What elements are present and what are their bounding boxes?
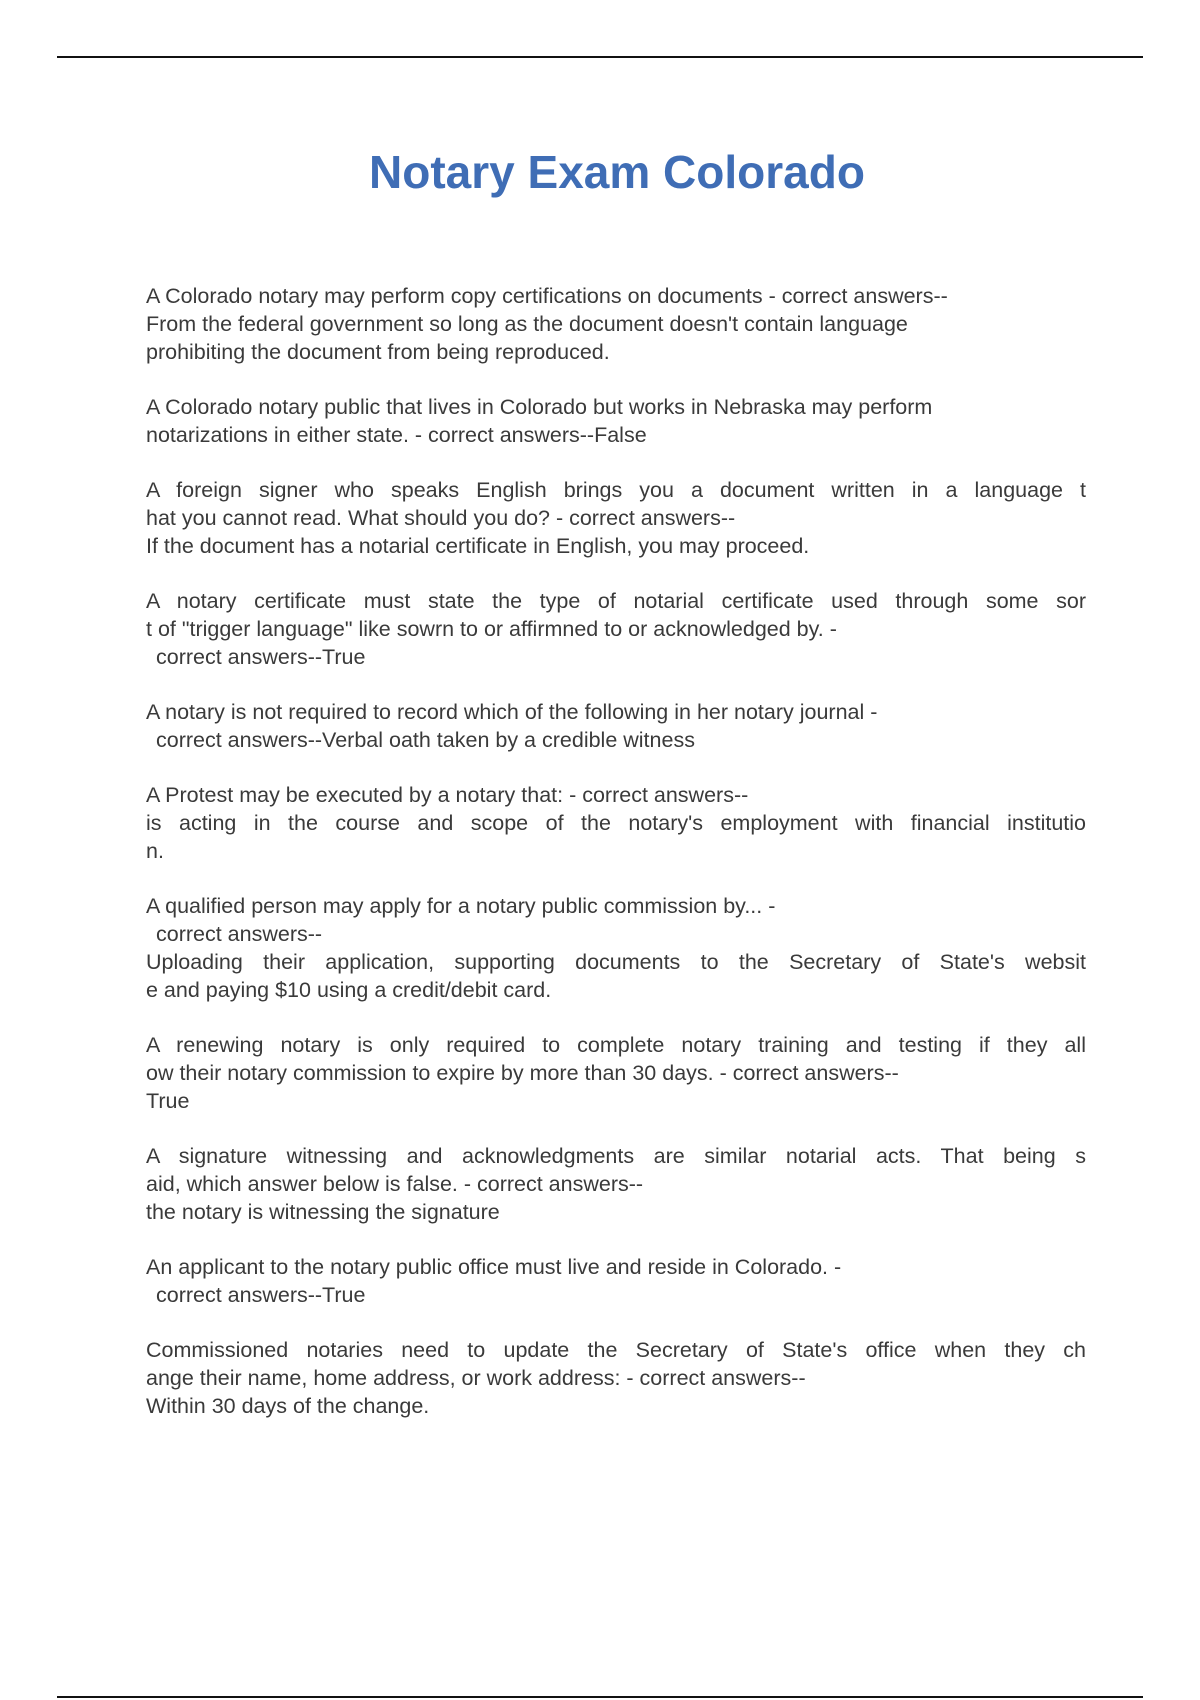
qa-line: Uploading their application, supporting documents to the Secretary of State's websit <box>146 950 1086 974</box>
top-rule <box>57 56 1143 58</box>
qa-line: A Protest may be executed by a notary that: - correct answers-- <box>146 783 749 807</box>
qa-line: correct answers-- <box>156 922 323 946</box>
qa-line: correct answers--True <box>156 1283 366 1307</box>
qa-line: is acting in the course and scope of the notary's employment with financial institutio <box>146 811 1086 835</box>
qa-item <box>146 393 1086 449</box>
qa-line: the notary is witnessing the signature <box>146 1200 500 1224</box>
qa-line: Commissioned notaries need to update the Secretary of State's office when they ch <box>146 1338 1086 1362</box>
qa-line: A foreign signer who speaks English brings you a document written in a language t <box>146 478 1086 502</box>
qa-line: A notary certificate must state the type of notarial certificate used through some sor <box>146 589 1086 613</box>
qa-line: correct answers--Verbal oath taken by a credible witness <box>156 728 695 752</box>
qa-line: A Colorado notary may perform copy certifications on documents - correct answers-- <box>146 284 948 308</box>
qa-item <box>146 587 1086 671</box>
qa-line: aid, which answer below is false. - correct answers-- <box>146 1172 644 1196</box>
qa-line: A Colorado notary public that lives in Colorado but works in Nebraska may perform <box>146 395 933 419</box>
qa-line: ange their name, home address, or work address: - correct answers-- <box>146 1366 806 1390</box>
qa-line: An applicant to the notary public office must live and reside in Colorado. - <box>146 1255 842 1279</box>
page-title: Notary Exam Colorado <box>369 146 865 198</box>
qa-item <box>146 892 1086 1004</box>
qa-line: n. <box>146 839 164 863</box>
qa-list <box>146 282 1086 1447</box>
qa-line: correct answers--True <box>156 645 366 669</box>
qa-line: hat you cannot read. What should you do? - correct answers-- <box>146 506 736 530</box>
bottom-rule <box>57 1696 1143 1698</box>
qa-item <box>146 1253 1086 1309</box>
qa-line: A qualified person may apply for a notary public commission by... - <box>146 894 776 918</box>
qa-item <box>146 476 1086 560</box>
qa-item <box>146 781 1086 865</box>
qa-line: e and paying $10 using a credit/debit card. <box>146 978 552 1002</box>
qa-line: Within 30 days of the change. <box>146 1394 430 1418</box>
qa-item <box>146 698 1086 754</box>
qa-line: A notary is not required to record which of the following in her notary journal - <box>146 700 878 724</box>
qa-item <box>146 1336 1086 1420</box>
qa-item <box>146 1031 1086 1115</box>
qa-line: A signature witnessing and acknowledgments are similar notarial acts. That being s <box>146 1144 1086 1168</box>
qa-line: t of "trigger language" like sowrn to or affirmned to or acknowledged by. - <box>146 617 837 641</box>
qa-item <box>146 1142 1086 1226</box>
qa-line: prohibiting the document from being reproduced. <box>146 340 610 364</box>
qa-line: ow their notary commission to expire by more than 30 days. - correct answers-- <box>146 1061 899 1085</box>
qa-line: If the document has a notarial certificate in English, you may proceed. <box>146 534 810 558</box>
qa-line: notarizations in either state. - correct answers--False <box>146 423 647 447</box>
qa-item <box>146 282 1086 366</box>
qa-line: From the federal government so long as the document doesn't contain language <box>146 312 908 336</box>
qa-line: True <box>146 1089 190 1113</box>
qa-line: A renewing notary is only required to complete notary training and testing if they all <box>146 1033 1086 1057</box>
